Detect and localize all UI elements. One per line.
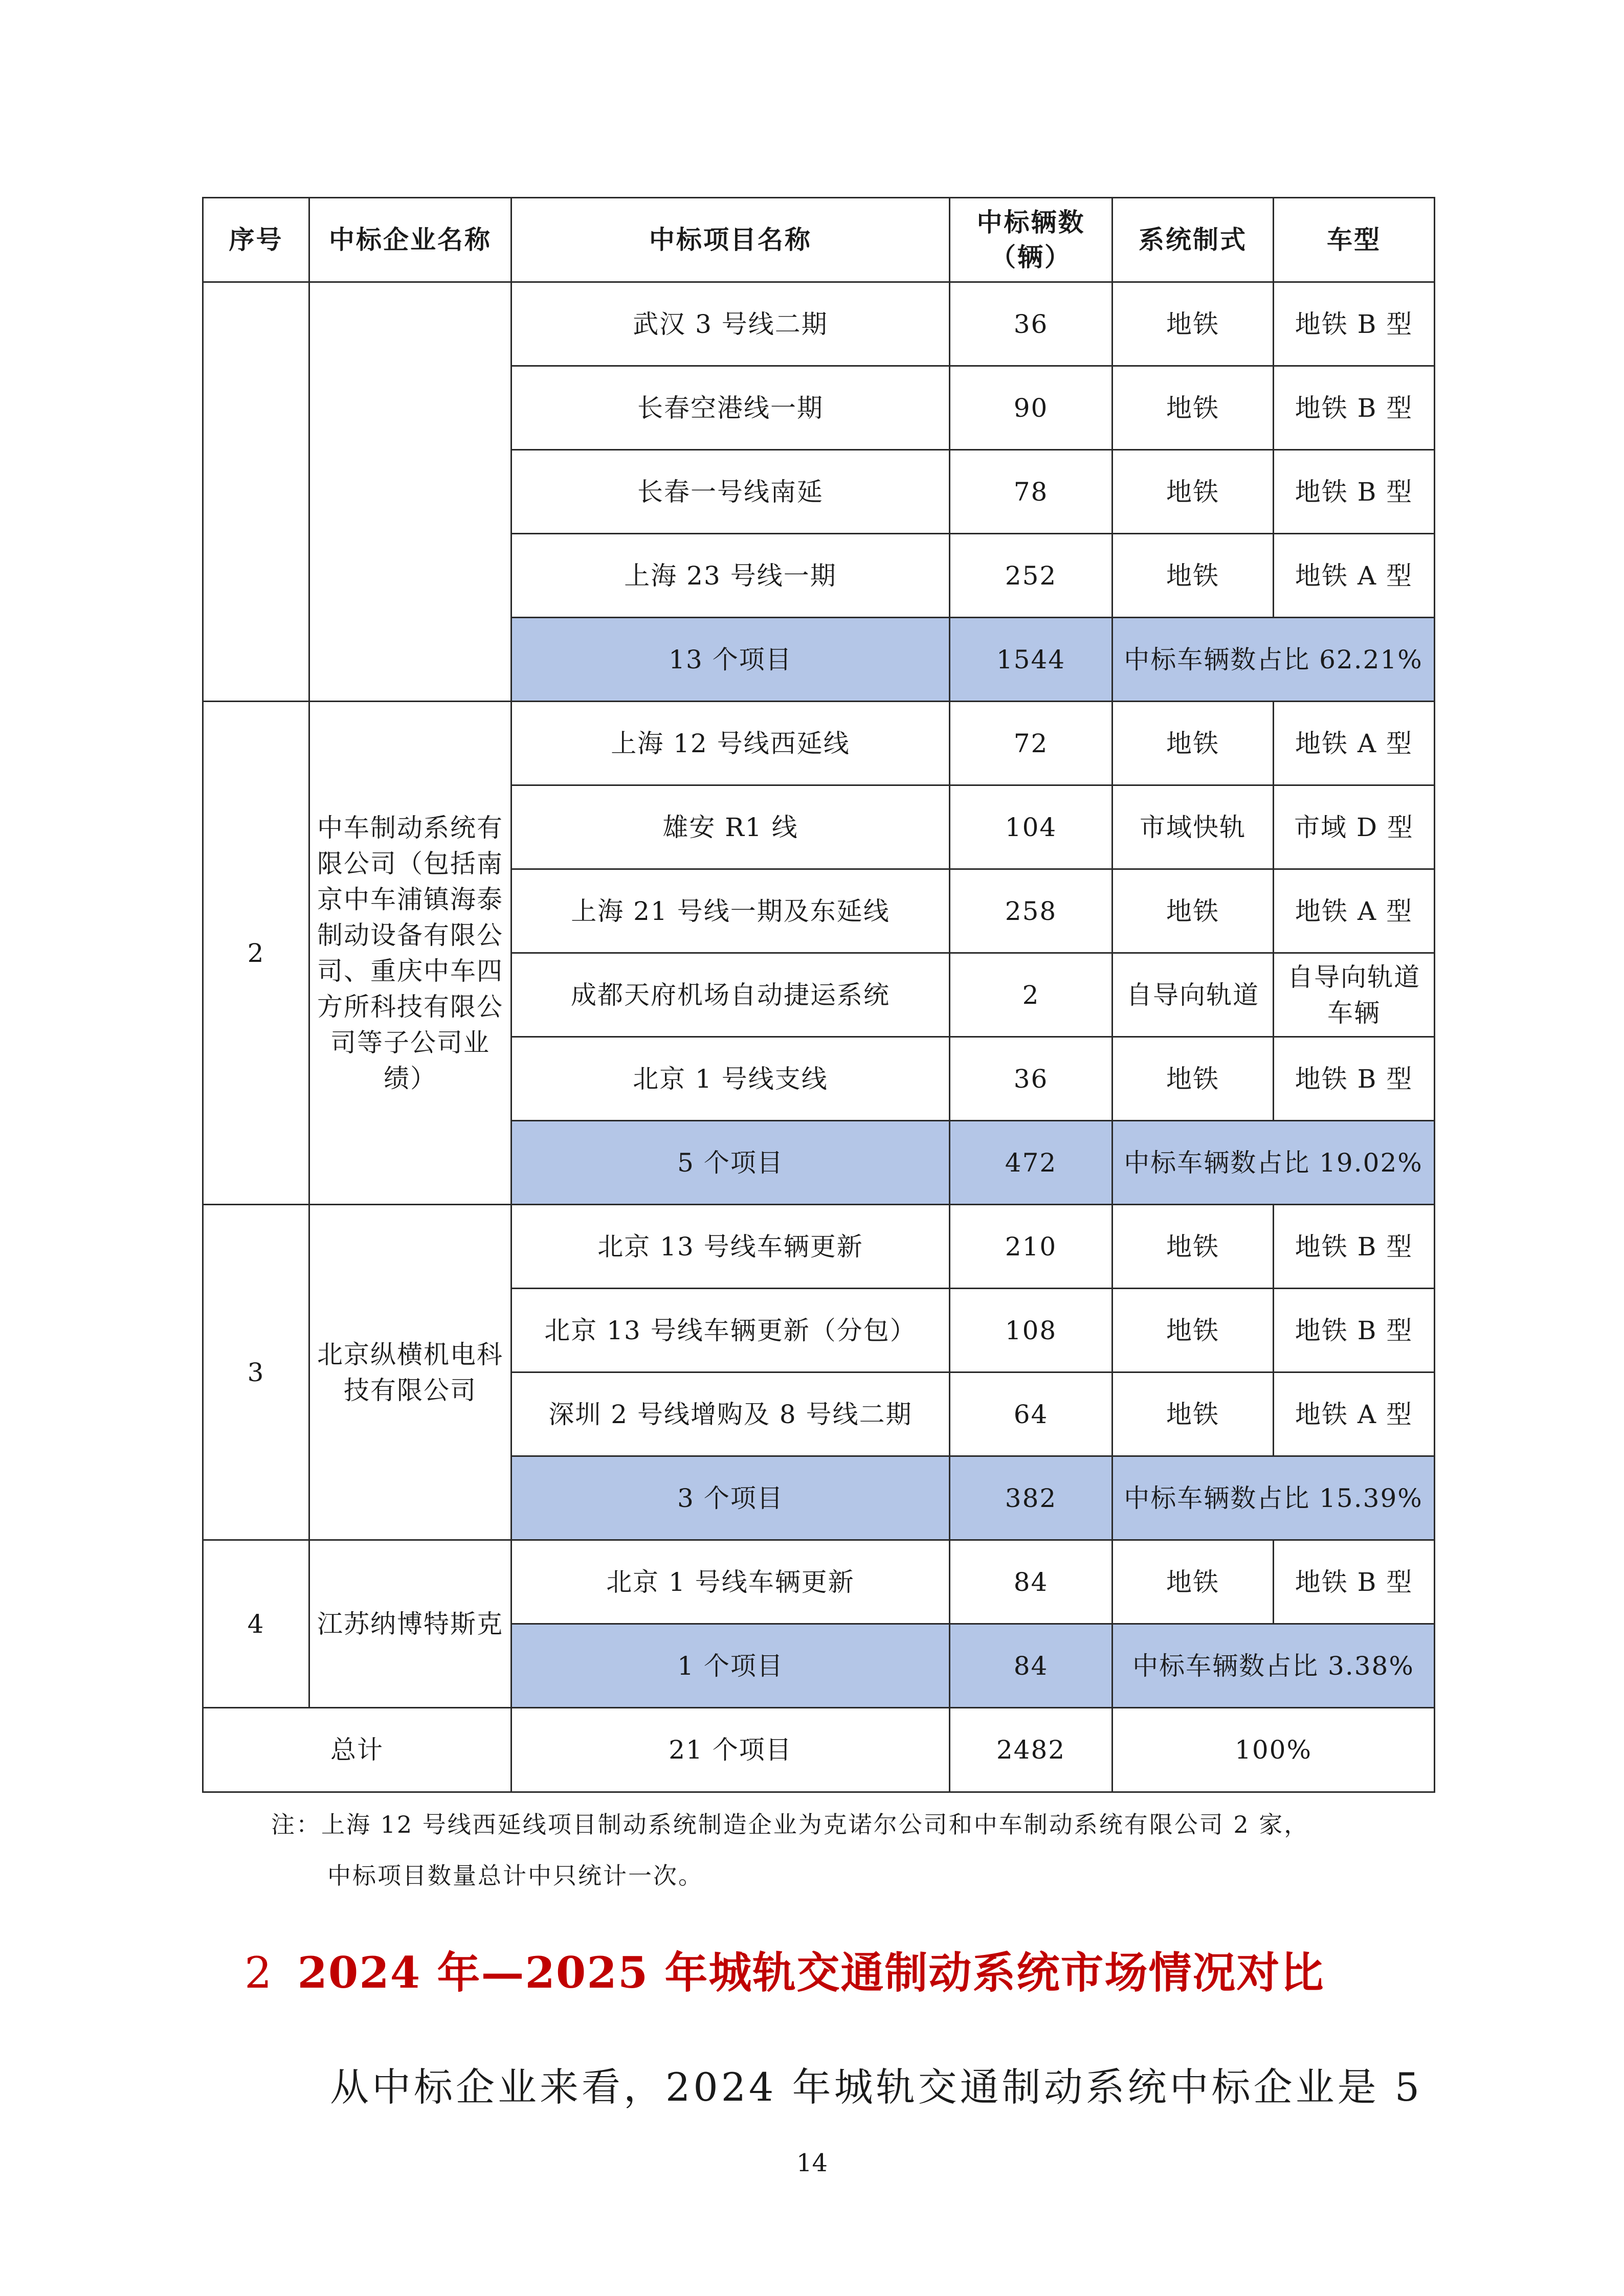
header-cell: 中标企业名称 bbox=[309, 198, 511, 282]
vehicle-count-cell: 252 bbox=[950, 534, 1113, 618]
project-name-cell: 北京 1 号线车辆更新 bbox=[511, 1540, 950, 1624]
system-type-cell: 地铁 bbox=[1113, 1289, 1274, 1372]
vehicle-count-cell: 210 bbox=[950, 1205, 1113, 1289]
vehicle-model-cell: 地铁 B 型 bbox=[1274, 1037, 1435, 1121]
project-name-cell: 雄安 R1 线 bbox=[511, 785, 950, 869]
vehicle-model-cell: 地铁 B 型 bbox=[1274, 1540, 1435, 1624]
vehicle-model-cell: 市域 D 型 bbox=[1274, 785, 1435, 869]
vehicle-model-cell: 地铁 A 型 bbox=[1274, 869, 1435, 953]
section-number: 2 bbox=[244, 1948, 273, 1998]
system-type-cell: 地铁 bbox=[1113, 450, 1274, 534]
vehicle-count-cell: 2 bbox=[950, 953, 1113, 1037]
total-projects-cell: 21 个项目 bbox=[511, 1708, 950, 1792]
project-name-cell: 上海 12 号线西延线 bbox=[511, 702, 950, 785]
system-type-cell: 地铁 bbox=[1113, 869, 1274, 953]
table-note-line1: 注：上海 12 号线西延线项目制动系统制造企业为克诺尔公司和中车制动系统有限公司 2 家， bbox=[271, 1811, 1309, 1838]
vehicle-count-cell: 36 bbox=[950, 1037, 1113, 1121]
total-row bbox=[203, 1708, 1435, 1792]
vehicle-model-cell: 地铁 B 型 bbox=[1274, 366, 1435, 450]
total-count-cell: 2482 bbox=[950, 1708, 1113, 1792]
subtotal-share-cell: 中标车辆数占比 15.39% bbox=[1113, 1456, 1435, 1540]
system-type-cell: 地铁 bbox=[1113, 282, 1274, 366]
company-name-cell: 中车制动系统有限公司（包括南京中车浦镇海泰制动设备有限公司、重庆中车四方所科技有限公司等子公司业绩） bbox=[309, 702, 511, 1205]
project-name-cell: 武汉 3 号线二期 bbox=[511, 282, 950, 366]
vehicle-model-cell: 地铁 B 型 bbox=[1274, 282, 1435, 366]
subtotal-projects-cell: 3 个项目 bbox=[511, 1456, 950, 1540]
award-table-body bbox=[203, 198, 1435, 1792]
subtotal-projects-cell: 1 个项目 bbox=[511, 1624, 950, 1708]
system-type-cell: 地铁 bbox=[1113, 1540, 1274, 1624]
vehicle-count-cell: 64 bbox=[950, 1372, 1113, 1456]
vehicle-count-cell: 84 bbox=[950, 1540, 1113, 1624]
vehicle-count-cell: 90 bbox=[950, 366, 1113, 450]
subtotal-count-cell: 382 bbox=[950, 1456, 1113, 1540]
company-name-cell: 北京纵横机电科技有限公司 bbox=[309, 1205, 511, 1540]
subtotal-projects-cell: 5 个项目 bbox=[511, 1121, 950, 1205]
total-label-cell: 总计 bbox=[203, 1708, 511, 1792]
vehicle-count-cell: 78 bbox=[950, 450, 1113, 534]
project-name-cell: 北京 13 号线车辆更新（分包） bbox=[511, 1289, 950, 1372]
company-name-cell: 江苏纳博特斯克 bbox=[309, 1540, 511, 1708]
subtotal-share-cell: 中标车辆数占比 3.38% bbox=[1113, 1624, 1435, 1708]
subtotal-count-cell: 1544 bbox=[950, 618, 1113, 702]
header-cell: 中标项目名称 bbox=[511, 198, 950, 282]
table-row bbox=[203, 282, 1435, 366]
vehicle-count-cell: 36 bbox=[950, 282, 1113, 366]
vehicle-model-cell: 地铁 A 型 bbox=[1274, 702, 1435, 785]
project-name-cell: 长春一号线南延 bbox=[511, 450, 950, 534]
system-type-cell: 地铁 bbox=[1113, 1205, 1274, 1289]
vehicle-model-cell: 地铁 B 型 bbox=[1274, 1205, 1435, 1289]
group-number-cell: 3 bbox=[203, 1205, 309, 1540]
project-name-cell: 北京 1 号线支线 bbox=[511, 1037, 950, 1121]
header-cell: 序号 bbox=[203, 198, 309, 282]
system-type-cell: 地铁 bbox=[1113, 366, 1274, 450]
section-title: 2024 年—2025 年城轨交通制动系统市场情况对比 bbox=[297, 1947, 1325, 1998]
subtotal-count-cell: 84 bbox=[950, 1624, 1113, 1708]
header-cell: 车型 bbox=[1274, 198, 1435, 282]
project-name-cell: 成都天府机场自动捷运系统 bbox=[511, 953, 950, 1037]
project-name-cell: 上海 23 号线一期 bbox=[511, 534, 950, 618]
system-type-cell: 自导向轨道 bbox=[1113, 953, 1274, 1037]
page-number: 14 bbox=[796, 2149, 828, 2177]
project-name-cell: 上海 21 号线一期及东延线 bbox=[511, 869, 950, 953]
project-name-cell: 长春空港线一期 bbox=[511, 366, 950, 450]
header-line: （辆） bbox=[990, 242, 1072, 272]
system-type-cell: 市域快轨 bbox=[1113, 785, 1274, 869]
section-heading bbox=[244, 1947, 1325, 1998]
header-line: 中标辆数 bbox=[976, 207, 1085, 237]
project-name-cell: 北京 13 号线车辆更新 bbox=[511, 1205, 950, 1289]
award-table bbox=[202, 197, 1435, 1793]
header-cell bbox=[950, 198, 1113, 282]
vehicle-model-cell: 地铁 B 型 bbox=[1274, 1289, 1435, 1372]
table-header-row bbox=[203, 198, 1435, 282]
group-number-cell bbox=[203, 282, 309, 702]
header-cell: 系统制式 bbox=[1113, 198, 1274, 282]
vehicle-count-cell: 258 bbox=[950, 869, 1113, 953]
group-number-cell: 4 bbox=[203, 1540, 309, 1708]
table-row bbox=[203, 1540, 1435, 1624]
vehicle-count-cell: 104 bbox=[950, 785, 1113, 869]
table-row bbox=[203, 1205, 1435, 1289]
vehicle-model-cell: 地铁 A 型 bbox=[1274, 534, 1435, 618]
vehicle-count-cell: 108 bbox=[950, 1289, 1113, 1372]
total-share-cell: 100% bbox=[1113, 1708, 1435, 1792]
table-row bbox=[203, 702, 1435, 785]
subtotal-projects-cell: 13 个项目 bbox=[511, 618, 950, 702]
subtotal-share-cell: 中标车辆数占比 19.02% bbox=[1113, 1121, 1435, 1205]
system-type-cell: 地铁 bbox=[1113, 702, 1274, 785]
vehicle-model-cell: 自导向轨道车辆 bbox=[1274, 953, 1435, 1037]
vehicle-count-cell: 72 bbox=[950, 702, 1113, 785]
vehicle-model-cell: 地铁 A 型 bbox=[1274, 1372, 1435, 1456]
system-type-cell: 地铁 bbox=[1113, 1372, 1274, 1456]
table-note-line2: 中标项目数量总计中只统计一次。 bbox=[327, 1862, 703, 1889]
system-type-cell: 地铁 bbox=[1113, 534, 1274, 618]
vehicle-model-cell: 地铁 B 型 bbox=[1274, 450, 1435, 534]
system-type-cell: 地铁 bbox=[1113, 1037, 1274, 1121]
group-number-cell: 2 bbox=[203, 702, 309, 1205]
company-name-cell bbox=[309, 282, 511, 702]
project-name-cell: 深圳 2 号线增购及 8 号线二期 bbox=[511, 1372, 950, 1456]
body-paragraph: 从中标企业来看，2024 年城轨交通制动系统中标企业是 5 bbox=[330, 2064, 1423, 2110]
subtotal-count-cell: 472 bbox=[950, 1121, 1113, 1205]
subtotal-share-cell: 中标车辆数占比 62.21% bbox=[1113, 618, 1435, 702]
